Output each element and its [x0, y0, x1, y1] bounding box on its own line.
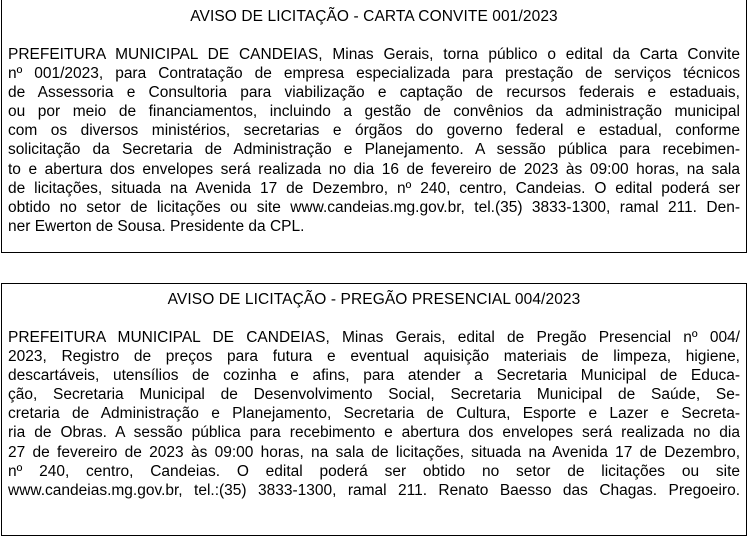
notice-pregao-presencial [1, 283, 747, 536]
notice-body-line: de Assessoria e Consultoria para viabilização e captação de recursos federais e estaduais, [8, 84, 740, 102]
notice-carta-convite [1, 0, 747, 253]
notice-body-line: 27 de fevereiro de 2023 às 09:00 horas, na sala de licitações, situada na Avenida 17 de Dezembro, [8, 443, 740, 461]
notice-body-line: 2023, Registro de preços para futura e eventual aquisição materiais de limpeza, higiene, [8, 348, 740, 366]
notice-body-line: www.candeias.mg.gov.br, tel.:(35) 3833-1300, ramal 211. Renato Baesso das Chagas. Pregoeiro. [8, 481, 740, 499]
notice-body-line: cretaria de Administração e Planejamento, Secretaria de Cultura, Esporte e Lazer e Secreta- [8, 405, 740, 423]
notice-body [8, 45, 740, 236]
notice-body [8, 328, 740, 500]
notice-title: AVISO DE LICITAÇÃO - PREGÃO PRESENCIAL 004/2023 [167, 291, 581, 308]
notice-body-line: com os diversos ministérios, secretarias e órgãos do governo federal e estadual, conforme [8, 122, 740, 140]
notice-body-line: de licitações, situada na Avenida 17 de Dezembro, nº 240, centro, Candeias. O edital poderá ser [8, 179, 740, 197]
notice-body-line: descartáveis, utensílios de cozinha e afins, para atender a Secretaria Municipal de Educa- [8, 367, 740, 385]
notice-body-line: PREFEITURA MUNICIPAL DE CANDEIAS, Minas Gerais, edital de Pregão Presencial nº 004/ [8, 329, 740, 346]
notice-body-line: solicitação da Secretaria de Administração e Planejamento. A sessão pública para recebimen- [8, 141, 740, 159]
notice-body-line: ner Ewerton de Sousa. Presidente da CPL. [8, 217, 305, 235]
notice-body-line: PREFEITURA MUNICIPAL DE CANDEIAS, Minas Gerais, torna público o edital da Carta Convite [8, 46, 740, 63]
notice-body-line: nº 240, centro, Candeias. O edital poderá ser obtido no setor de licitações ou site [8, 462, 740, 480]
notice-title: AVISO DE LICITAÇÃO - CARTA CONVITE 001/2023 [190, 8, 558, 25]
notice-body-line: ou por meio de financiamentos, incluindo a gestão de convênios da administração municipal [8, 103, 740, 121]
notice-body-line: to e abertura dos envelopes será realizada no dia 16 de fevereiro de 2023 às 09:00 horas, na sala [8, 160, 740, 178]
notice-body-line: obtido no setor de licitações ou site www.candeias.mg.gov.br, tel.(35) 3833-1300, ramal 211. Den- [8, 198, 740, 216]
notice-body-line: ria de Obras. A sessão pública para recebimento e abertura dos envelopes será realizada no dia [8, 424, 740, 442]
notice-body-line: ção, Secretaria Municipal de Desenvolvimento Social, Secretaria Municipal de Saúde, Se- [8, 386, 740, 404]
notice-body-line: nº 001/2023, para Contratação de empresa especializada para prestação de serviços técnicos [8, 65, 740, 83]
